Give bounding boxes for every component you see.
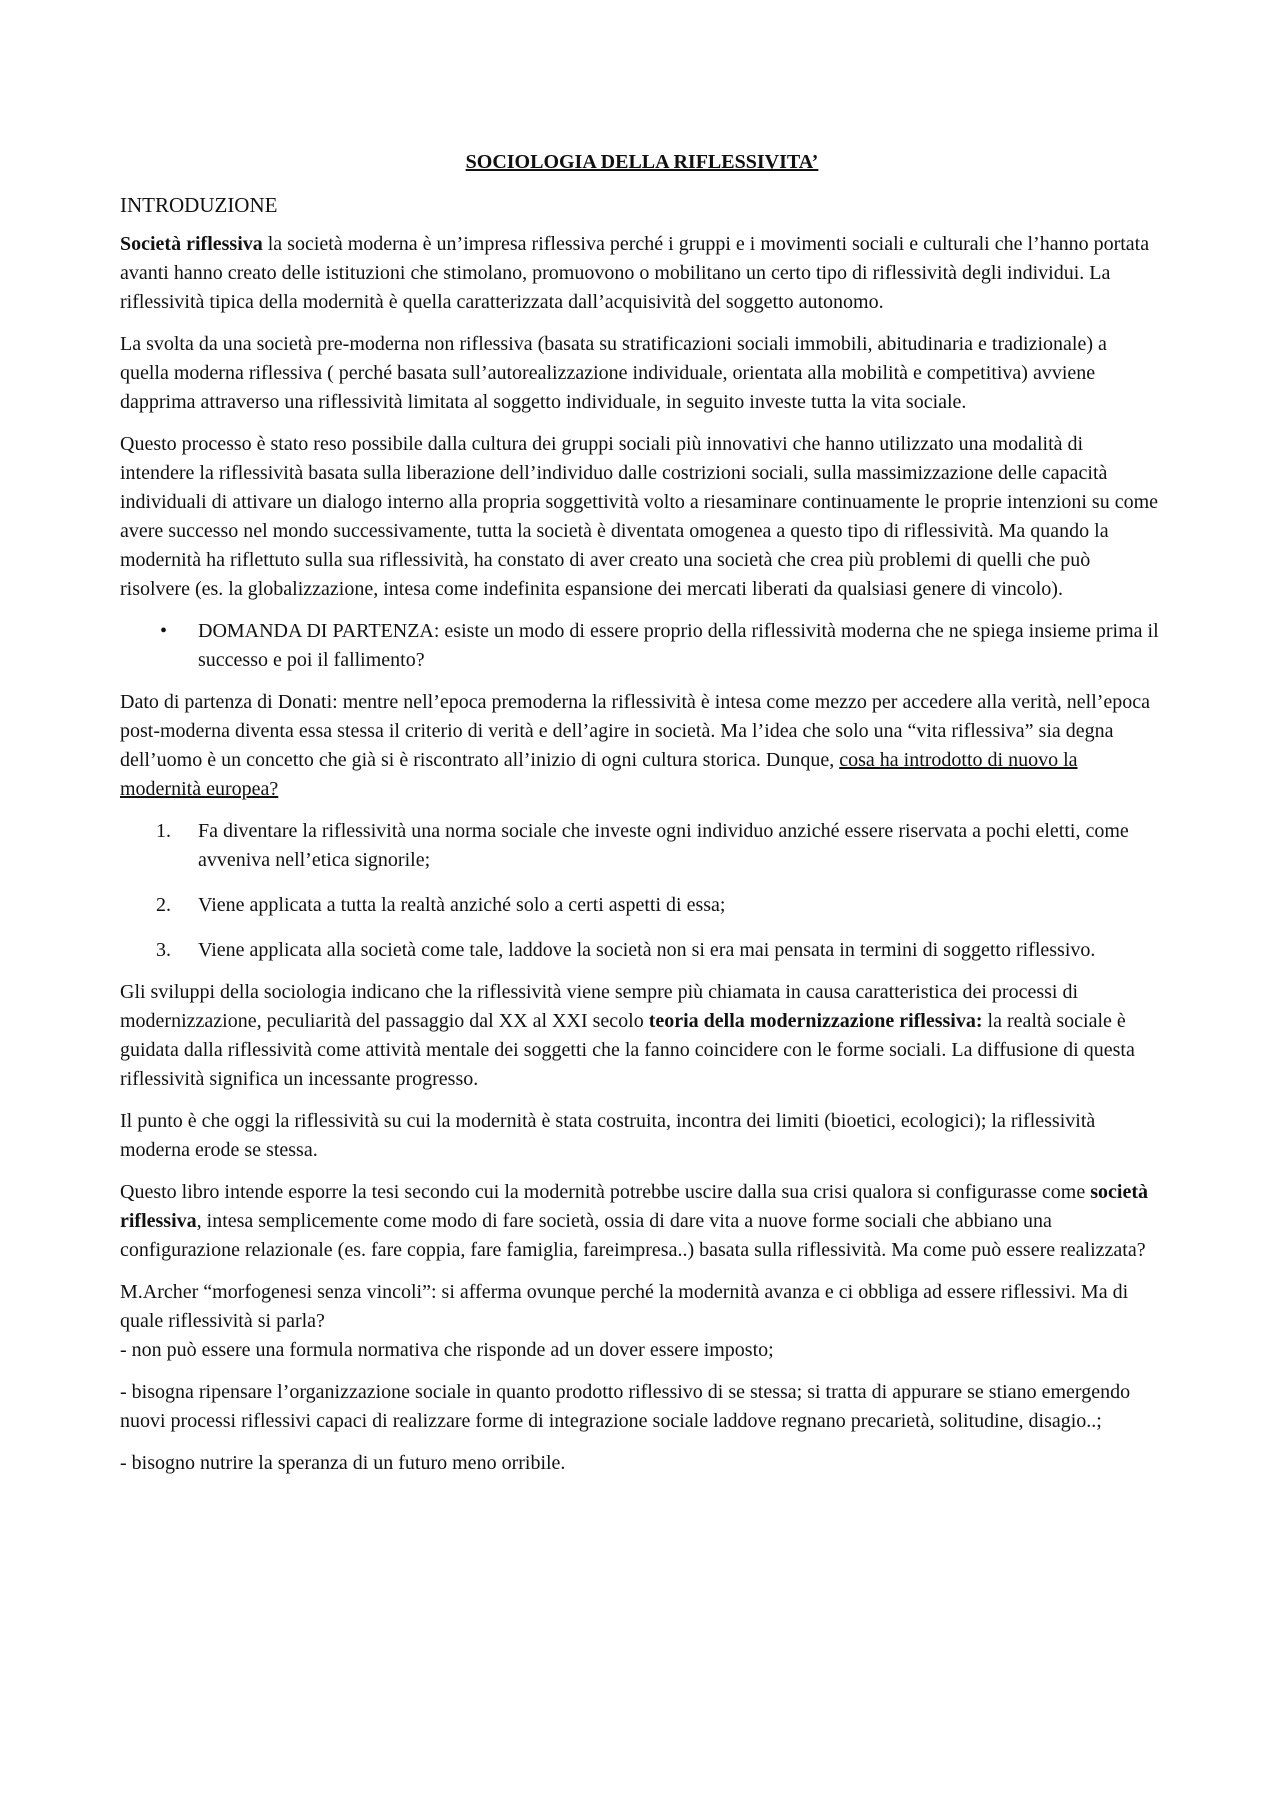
list-item-text: DOMANDA DI PARTENZA: esiste un modo di essere proprio della riflessività moderna che ne spiega insieme prima il successo e poi il fallimento? bbox=[198, 620, 1159, 671]
list-number: 1. bbox=[156, 820, 171, 842]
document-title: SOCIOLOGIA DELLA RIFLESSIVITA’ bbox=[465, 151, 819, 173]
bold-term: teoria della modernizzazione riflessiva: bbox=[648, 1010, 983, 1032]
list-number: 2. bbox=[156, 894, 171, 916]
bold-term: società riflessiva bbox=[120, 1181, 1148, 1232]
list-item bbox=[120, 617, 1160, 675]
paragraph-formula-normativa: - non può essere una formula normativa che risponde ad un dover essere imposto; bbox=[120, 1339, 774, 1361]
paragraph-processo: Questo processo è stato reso possibile dalla cultura dei gruppi sociali più innovativi che hanno utilizzato una modalità di intendere la riflessività basata sulla liberazione dell’individuo dalle costrizioni sociali, sulla massimizzazione delle capacità individuali di attivare un dialogo interno alla propria soggettività volto a riesaminare continuamente le proprie intenzioni su come avere successo nel mondo successivamente, tutta la società è diventata omogenea a questo tipo di riflessività. Ma quando la modernità ha riflettuto sulla sua riflessività, ha constato di aver creato una società che crea più problemi di quelli che può risolvere (es. la globalizzazione, intesa come indefinita espansione dei mercati liberati da qualsiasi genere di vincolo). bbox=[120, 433, 1159, 600]
list-item-text: Viene applicata a tutta la realtà anziché solo a certi aspetti di essa; bbox=[198, 894, 726, 916]
list-item-text: Viene applicata alla società come tale, laddove la società non si era mai pensata in termini di soggetto riflessivo. bbox=[198, 939, 1096, 961]
list-item-text: Fa diventare la riflessività una norma sociale che investe ogni individuo anziché essere riservata a pochi eletti, come avveniva nell’etica signorile; bbox=[198, 820, 1129, 871]
paragraph-tesi bbox=[120, 1178, 1160, 1265]
section-heading: INTRODUZIONE bbox=[120, 193, 278, 217]
list-item bbox=[120, 936, 1160, 965]
list-item bbox=[120, 817, 1160, 875]
paragraph-text: Gli sviluppi della sociologia indicano che la riflessività viene sempre più chiamata in causa caratteristica dei processi di modernizzazione, peculiarità del passaggio dal XX al XXI secolo bbox=[120, 981, 1079, 1032]
bullet-marker: • bbox=[160, 620, 168, 642]
numbered-list bbox=[120, 817, 1160, 965]
list-item bbox=[120, 891, 1160, 920]
paragraph-text: la società moderna è un’impresa riflessiva perché i gruppi e i movimenti sociali e culturali che l’hanno portata avanti hanno creato delle istituzioni che stimolano, promuovono o mobilitano un certo tipo di riflessività degli individui. La riflessività tipica della modernità è quella caratterizzata dall’acquisività del soggetto autonomo. bbox=[120, 233, 1150, 313]
paragraph-organizzazione: - bisogna ripensare l’organizzazione sociale in quanto prodotto riflessivo di se stessa; si tratta di appurare se stiano emergendo nuovi processi riflessivi capaci di realizzare forme di integrazione sociale laddove regnano precarietà, solitudine, disagio..; bbox=[120, 1381, 1131, 1432]
paragraph-limiti: Il punto è che oggi la riflessività su cui la modernità è stata costruita, incontra dei limiti (bioetici, ecologici); la riflessività moderna erode se stessa. bbox=[120, 1110, 1096, 1161]
paragraph-sviluppi bbox=[120, 978, 1160, 1094]
list-number: 3. bbox=[156, 939, 171, 961]
paragraph-archer: M.Archer “morfogenesi senza vincoli”: si afferma ovunque perché la modernità avanza e ci obbliga ad essere riflessivi. Ma di quale riflessività si parla? bbox=[120, 1281, 1129, 1332]
underlined-question: cosa ha introdotto di nuovo la modernità europea? bbox=[120, 749, 1078, 800]
paragraph-text: Questo libro intende esporre la tesi secondo cui la modernità potrebbe uscire dalla sua crisi qualora si configurasse come bbox=[120, 1181, 1091, 1203]
paragraph-svolta: La svolta da una società pre-moderna non riflessiva (basata su stratificazioni sociali immobili, abitudinaria e tradizionale) a quella moderna riflessiva ( perché basata sull’autorealizzazione individuale, orientata alla mobilità e competitiva) avviene dapprima attraverso una riflessività limitata al soggetto individuale, in seguito investe tutta la vita sociale. bbox=[120, 333, 1107, 413]
paragraph-donati bbox=[120, 688, 1160, 804]
paragraph-text: Dato di partenza di Donati: mentre nell’epoca premoderna la riflessività è intesa come mezzo per accedere alla verità, nell’epoca post-moderna diventa essa stessa il criterio di verità e dell’agire in società. Ma l’idea che solo una “vita riflessiva” sia degna dell’uomo è un concetto che già si è riscontrato all’inizio di ogni cultura storica. Dunque, bbox=[120, 691, 1151, 771]
paragraph-speranza: - bisogno nutrire la speranza di un futuro meno orribile. bbox=[120, 1452, 566, 1474]
bold-term: Società riflessiva bbox=[120, 233, 263, 255]
paragraph-text: la realtà sociale è guidata dalla riflessività come attività mentale dei soggetti che la fanno coincidere con le forme sociali. La diffusione di questa riflessività significa un incessante progresso. bbox=[120, 1010, 1135, 1090]
document-body bbox=[120, 148, 1160, 1491]
bullet-list bbox=[120, 617, 1160, 675]
paragraph-text: , intesa semplicemente come modo di fare società, ossia di dare vita a nuove forme sociali che abbiano una configurazione relazionale (es. fare coppia, fare famiglia, fareimpresa..) basata sulla riflessività. Ma come può essere realizzata? bbox=[120, 1210, 1146, 1261]
paragraph-societa-riflessiva bbox=[120, 230, 1160, 317]
